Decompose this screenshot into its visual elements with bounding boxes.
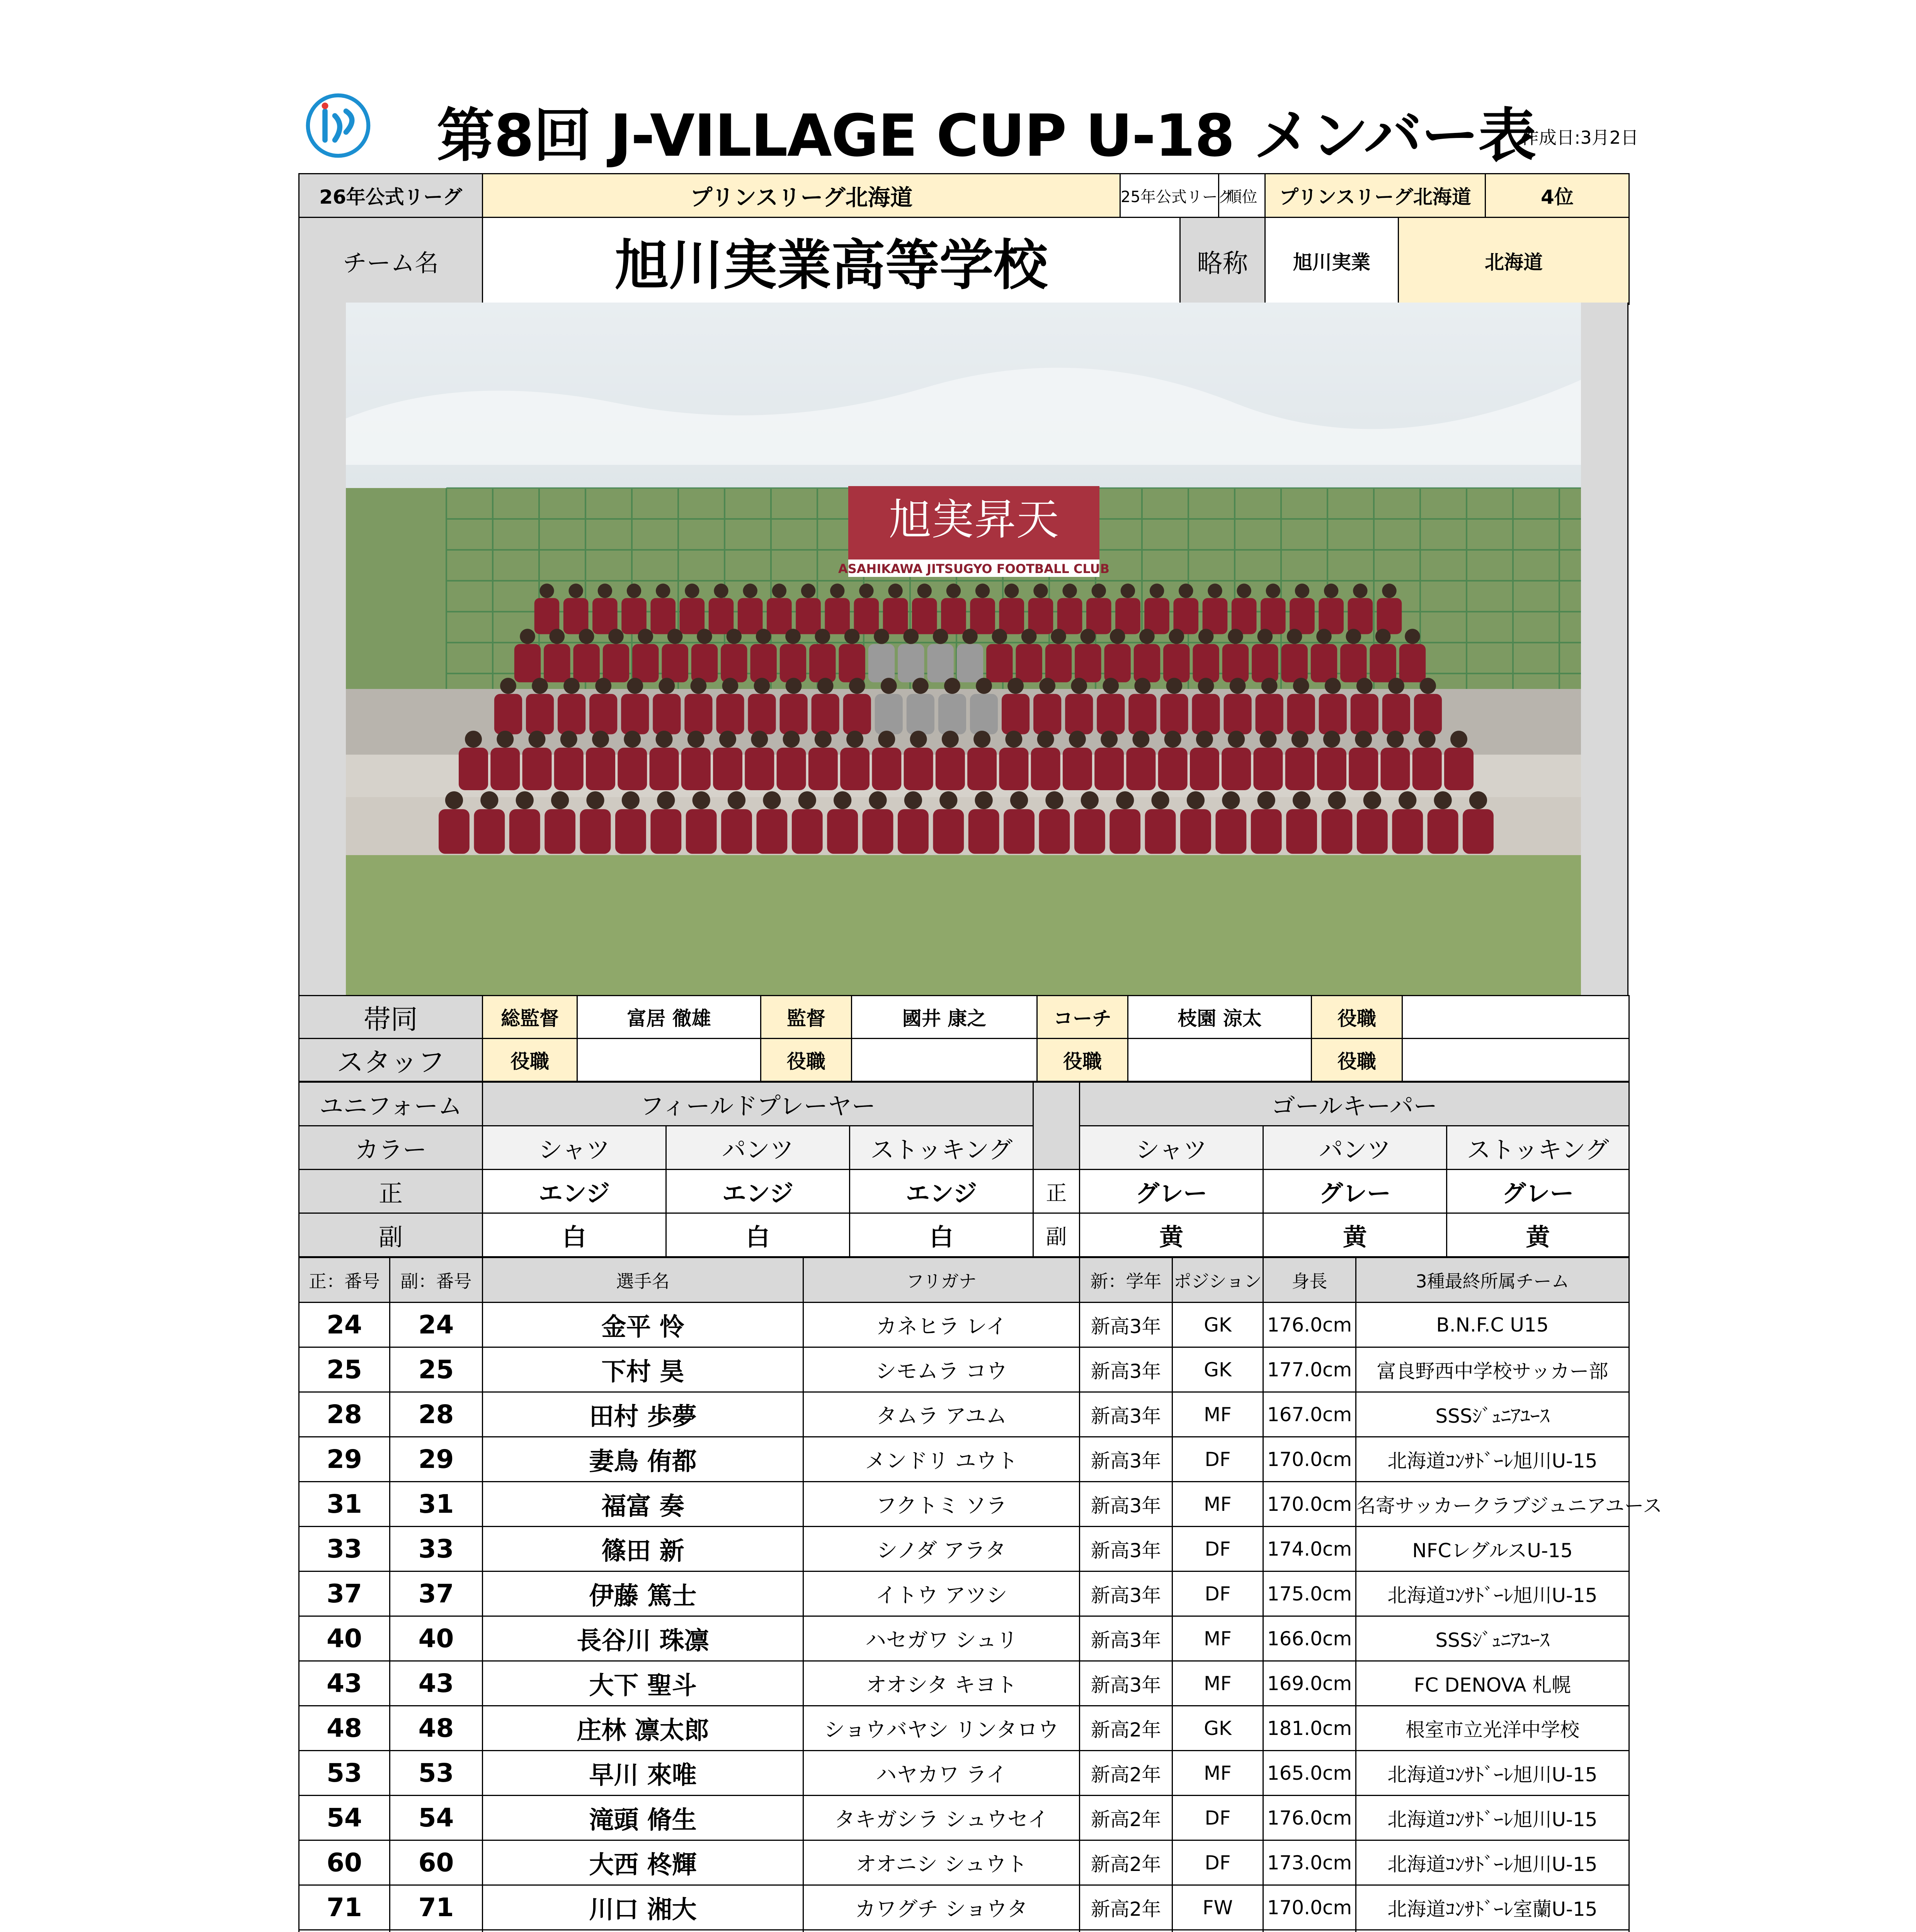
col-header: 正：番号 <box>299 1258 390 1303</box>
player-number-secondary: 25 <box>390 1347 483 1392</box>
staff-role: 役職 <box>1312 996 1402 1039</box>
player-position: GK <box>1172 1347 1263 1392</box>
player-name: 長谷川 珠凛 <box>483 1616 803 1661</box>
staff-role: 総監督 <box>483 996 577 1039</box>
player-number-secondary: 53 <box>390 1751 483 1796</box>
fp-secondary-pants: 白 <box>666 1213 850 1257</box>
player-prev-team: 北海道ｺﾝｻﾄﾞｰﾚ旭川U-15 <box>1356 1571 1629 1616</box>
player-grade: 新高2年 <box>1080 1751 1172 1796</box>
staff-name: 國井 康之 <box>852 996 1037 1039</box>
gk-label: ゴールキーパー <box>1080 1082 1629 1126</box>
staff-role: 役職 <box>761 1039 852 1082</box>
player-prev-team: 名寄サッカークラブジュニアユース <box>1356 1482 1629 1527</box>
player-prev-team: 北海道ｺﾝｻﾄﾞｰﾚ室蘭U-15 <box>1356 1885 1629 1930</box>
staff-name <box>577 1039 761 1082</box>
player-furigana: オオニシ シュウト <box>803 1840 1080 1885</box>
staff-table <box>298 995 1630 1082</box>
team-name-label: チーム名 <box>299 218 483 304</box>
player-position: MF <box>1172 1616 1263 1661</box>
uniform-label-2: カラー <box>299 1126 483 1170</box>
table-row <box>299 1751 1629 1796</box>
player-position <box>1172 1930 1263 1932</box>
player-grade: 新高2年 <box>1080 1840 1172 1885</box>
player-height: 181.0cm <box>1263 1706 1356 1751</box>
player-number-primary: 29 <box>299 1437 390 1482</box>
player-prev-team: SSSｼﾞｭﾆｱﾕｰｽ <box>1356 1616 1629 1661</box>
player-position: DF <box>1172 1840 1263 1885</box>
staff-label-1: 帯同 <box>299 996 483 1039</box>
staff-role: コーチ <box>1037 996 1128 1039</box>
player-name: 川口 湘大 <box>483 1885 803 1930</box>
player-prev-team: SSSｼﾞｭﾆｱﾕｰｽ <box>1356 1392 1629 1437</box>
player-height: 174.0cm <box>1263 1527 1356 1571</box>
player-prev-team: 北海道ｺﾝｻﾄﾞｰﾚ旭川U-15 <box>1356 1751 1629 1796</box>
player-height: 166.0cm <box>1263 1616 1356 1661</box>
player-grade <box>1080 1930 1172 1932</box>
gk-primary-socks: グレー <box>1447 1170 1629 1213</box>
gk-secondary-shirt: 黄 <box>1080 1213 1263 1257</box>
table-row <box>299 1571 1629 1616</box>
gk-secondary-pants: 黄 <box>1263 1213 1447 1257</box>
team-header-table <box>298 173 1630 305</box>
player-number-secondary: 37 <box>390 1571 483 1616</box>
player-position: GK <box>1172 1706 1263 1751</box>
player-name: 滝頭 脩生 <box>483 1796 803 1840</box>
staff-name <box>1402 996 1629 1039</box>
player-height: 170.0cm <box>1263 1482 1356 1527</box>
player-number-primary: 31 <box>299 1482 390 1527</box>
player-position: MF <box>1172 1751 1263 1796</box>
player-number-secondary: 71 <box>390 1885 483 1930</box>
player-number-secondary: 54 <box>390 1796 483 1840</box>
title-row <box>305 81 1639 174</box>
fp-secondary-socks: 白 <box>850 1213 1033 1257</box>
player-furigana: オオシタ キヨト <box>803 1661 1080 1706</box>
player-grade: 新高2年 <box>1080 1796 1172 1840</box>
players-table <box>298 1257 1662 1932</box>
league25-value: プリンスリーグ北海道 <box>1265 174 1485 218</box>
player-name: 早川 來唯 <box>483 1751 803 1796</box>
player-number-secondary: 48 <box>390 1706 483 1751</box>
photo-frame <box>298 303 1628 996</box>
player-number-secondary: 43 <box>390 1661 483 1706</box>
player-position: DF <box>1172 1527 1263 1571</box>
fp-primary-shirt: エンジ <box>483 1170 666 1213</box>
player-height: 170.0cm <box>1263 1437 1356 1482</box>
gk-secondary-label: 副 <box>1033 1213 1080 1257</box>
player-prev-team: FC DENOVA 札幌 <box>1356 1661 1629 1706</box>
table-row <box>299 1930 1629 1932</box>
player-position: FW <box>1172 1885 1263 1930</box>
player-height: 177.0cm <box>1263 1347 1356 1392</box>
staff-role: 役職 <box>1037 1039 1128 1082</box>
player-position: MF <box>1172 1482 1263 1527</box>
player-number-primary: 33 <box>299 1527 390 1571</box>
player-grade: 新高3年 <box>1080 1303 1172 1347</box>
player-grade: 新高3年 <box>1080 1616 1172 1661</box>
player-number-primary: 40 <box>299 1616 390 1661</box>
uniform-label-1: ユニフォーム <box>299 1082 483 1126</box>
table-row <box>299 1661 1629 1706</box>
player-furigana: カネヒラ レイ <box>803 1303 1080 1347</box>
player-number-primary: 60 <box>299 1840 390 1885</box>
player-prev-team: B.N.F.C U15 <box>1356 1303 1629 1347</box>
col-header: フリガナ <box>803 1258 1080 1303</box>
gk-primary-pants: グレー <box>1263 1170 1447 1213</box>
player-number-secondary: 33 <box>390 1527 483 1571</box>
rank-value: 4位 <box>1485 174 1629 218</box>
player-number-primary: 37 <box>299 1571 390 1616</box>
player-name <box>483 1930 803 1932</box>
player-height: 170.0cm <box>1263 1885 1356 1930</box>
player-name: 田村 歩夢 <box>483 1392 803 1437</box>
player-name: 伊藤 篤士 <box>483 1571 803 1616</box>
player-grade: 新高3年 <box>1080 1347 1172 1392</box>
player-number-secondary: 24 <box>390 1303 483 1347</box>
player-position: GK <box>1172 1303 1263 1347</box>
staff-label-2: スタッフ <box>299 1039 483 1082</box>
player-number-secondary <box>390 1930 483 1932</box>
player-height: 165.0cm <box>1263 1751 1356 1796</box>
player-number-secondary: 28 <box>390 1392 483 1437</box>
player-prev-team: 北海道ｺﾝｻﾄﾞｰﾚ旭川U-15 <box>1356 1796 1629 1840</box>
table-row <box>299 1303 1629 1347</box>
player-height: 176.0cm <box>1263 1303 1356 1347</box>
player-number-secondary: 40 <box>390 1616 483 1661</box>
player-grade: 新高3年 <box>1080 1392 1172 1437</box>
table-row <box>299 1706 1629 1751</box>
player-number-secondary: 31 <box>390 1482 483 1527</box>
table-row <box>299 1347 1629 1392</box>
player-name: 篠田 新 <box>483 1527 803 1571</box>
col-header: 副：番号 <box>390 1258 483 1303</box>
secondary-label: 副 <box>299 1213 483 1257</box>
staff-role: 役職 <box>1312 1039 1402 1082</box>
abbr-value: 旭川実業 <box>1265 218 1399 304</box>
player-furigana: メンドリ ユウト <box>803 1437 1080 1482</box>
player-grade: 新高3年 <box>1080 1661 1172 1706</box>
team-name: 旭川実業高等学校 <box>483 218 1180 304</box>
player-furigana: カワグチ ショウタ <box>803 1885 1080 1930</box>
fp-secondary-shirt: 白 <box>483 1213 666 1257</box>
uniform-table <box>298 1082 1630 1257</box>
staff-role: 監督 <box>761 996 852 1039</box>
divider-cell <box>1033 1082 1080 1170</box>
league26-value: プリンスリーグ北海道 <box>483 174 1120 218</box>
player-furigana: シモムラ コウ <box>803 1347 1080 1392</box>
table-row <box>299 1392 1629 1437</box>
player-height: 176.0cm <box>1263 1796 1356 1840</box>
player-furigana: タキガシラ シュウセイ <box>803 1796 1080 1840</box>
gk-primary-shirt: グレー <box>1080 1170 1263 1213</box>
player-furigana: イトウ アツシ <box>803 1571 1080 1616</box>
created-date: 作成日:3月2日 <box>1521 127 1639 148</box>
player-furigana: ハヤカワ ライ <box>803 1751 1080 1796</box>
player-furigana: ショウバヤシ リンタロウ <box>803 1706 1080 1751</box>
player-name: 大下 聖斗 <box>483 1661 803 1706</box>
player-grade: 新高3年 <box>1080 1527 1172 1571</box>
players-header-row <box>299 1258 1629 1303</box>
player-prev-team: 根室市立光洋中学校 <box>1356 1706 1629 1751</box>
col-header: 身長 <box>1263 1258 1356 1303</box>
staff-name <box>1128 1039 1312 1082</box>
player-number-primary <box>299 1930 390 1932</box>
rank-label: 順位 <box>1219 174 1265 218</box>
player-prev-team: 北海道ｺﾝｻﾄﾞｰﾚ旭川U-15 <box>1356 1437 1629 1482</box>
banner-text: 旭実昇天 <box>889 495 1059 544</box>
staff-name: 枝園 涼太 <box>1128 996 1312 1039</box>
fp-label: フィールドプレーヤー <box>483 1082 1033 1126</box>
player-height <box>1263 1930 1356 1932</box>
table-row <box>299 1885 1629 1930</box>
page-title: 第8回 J-VILLAGE CUP U-18 メンバー表 <box>437 102 1536 170</box>
player-position: DF <box>1172 1796 1263 1840</box>
player-number-primary: 48 <box>299 1706 390 1751</box>
table-row <box>299 1840 1629 1885</box>
banner <box>838 486 1109 577</box>
table-row <box>299 1616 1629 1661</box>
table-row <box>299 1527 1629 1571</box>
player-height: 169.0cm <box>1263 1661 1356 1706</box>
player-height: 173.0cm <box>1263 1840 1356 1885</box>
team-photo <box>346 303 1581 995</box>
league26-label: 26年公式リーグ <box>299 174 483 218</box>
player-number-primary: 25 <box>299 1347 390 1392</box>
team-photo-image <box>346 303 1581 995</box>
player-prev-team: 北海道ｺﾝｻﾄﾞｰﾚ旭川U-15 <box>1356 1840 1629 1885</box>
gk-secondary-socks: 黄 <box>1447 1213 1629 1257</box>
fp-col-socks: ストッキング <box>850 1126 1033 1170</box>
player-number-primary: 53 <box>299 1751 390 1796</box>
player-number-primary: 43 <box>299 1661 390 1706</box>
player-position: MF <box>1172 1392 1263 1437</box>
league25-label: 25年公式リーグ <box>1120 174 1219 218</box>
player-furigana: タムラ アユム <box>803 1392 1080 1437</box>
player-number-primary: 24 <box>299 1303 390 1347</box>
player-furigana: フクトミ ソラ <box>803 1482 1080 1527</box>
gk-col-pants: パンツ <box>1263 1126 1447 1170</box>
player-name: 庄林 凛太郎 <box>483 1706 803 1751</box>
region-value: 北海道 <box>1399 218 1629 304</box>
fp-primary-pants: エンジ <box>666 1170 850 1213</box>
player-name: 下村 昊 <box>483 1347 803 1392</box>
primary-label: 正 <box>299 1170 483 1213</box>
player-prev-team: NFCレグルスU-15 <box>1356 1527 1629 1571</box>
player-position: MF <box>1172 1661 1263 1706</box>
banner-subtext: ASAHIKAWA JITSUGYO FOOTBALL CLUB <box>838 561 1110 576</box>
col-header: 選手名 <box>483 1258 803 1303</box>
col-header: ポジション <box>1172 1258 1263 1303</box>
table-row <box>299 1796 1629 1840</box>
col-header: 3種最終所属チーム <box>1356 1258 1629 1303</box>
player-grade: 新高3年 <box>1080 1482 1172 1527</box>
fp-col-shirt: シャツ <box>483 1126 666 1170</box>
player-position: DF <box>1172 1571 1263 1616</box>
table-row <box>299 1482 1629 1527</box>
player-prev-team <box>1356 1930 1629 1932</box>
player-furigana: ハセガワ シュリ <box>803 1616 1080 1661</box>
player-furigana <box>803 1930 1080 1932</box>
player-grade: 新高2年 <box>1080 1706 1172 1751</box>
player-number-primary: 28 <box>299 1392 390 1437</box>
player-height: 167.0cm <box>1263 1392 1356 1437</box>
player-number-secondary: 29 <box>390 1437 483 1482</box>
player-grade: 新高3年 <box>1080 1571 1172 1616</box>
staff-name <box>1402 1039 1629 1082</box>
player-prev-team: 富良野西中学校サッカー部 <box>1356 1347 1629 1392</box>
col-header: 新：学年 <box>1080 1258 1172 1303</box>
player-name: 福富 奏 <box>483 1482 803 1527</box>
staff-name <box>852 1039 1037 1082</box>
player-position: DF <box>1172 1437 1263 1482</box>
j-village-logo-icon <box>305 93 371 158</box>
gk-primary-label: 正 <box>1033 1170 1080 1213</box>
player-grade: 新高2年 <box>1080 1885 1172 1930</box>
abbr-label: 略称 <box>1180 218 1265 304</box>
gk-col-shirt: シャツ <box>1080 1126 1263 1170</box>
player-number-primary: 71 <box>299 1885 390 1930</box>
player-name: 大西 柊輝 <box>483 1840 803 1885</box>
player-name: 妻鳥 侑都 <box>483 1437 803 1482</box>
staff-name: 富居 徹雄 <box>577 996 761 1039</box>
player-number-primary: 54 <box>299 1796 390 1840</box>
staff-role: 役職 <box>483 1039 577 1082</box>
player-height: 175.0cm <box>1263 1571 1356 1616</box>
fp-col-pants: パンツ <box>666 1126 850 1170</box>
player-name: 金平 怜 <box>483 1303 803 1347</box>
table-row <box>299 1437 1629 1482</box>
player-number-secondary: 60 <box>390 1840 483 1885</box>
player-grade: 新高3年 <box>1080 1437 1172 1482</box>
gk-col-socks: ストッキング <box>1447 1126 1629 1170</box>
fp-primary-socks: エンジ <box>850 1170 1033 1213</box>
player-furigana: シノダ アラタ <box>803 1527 1080 1571</box>
